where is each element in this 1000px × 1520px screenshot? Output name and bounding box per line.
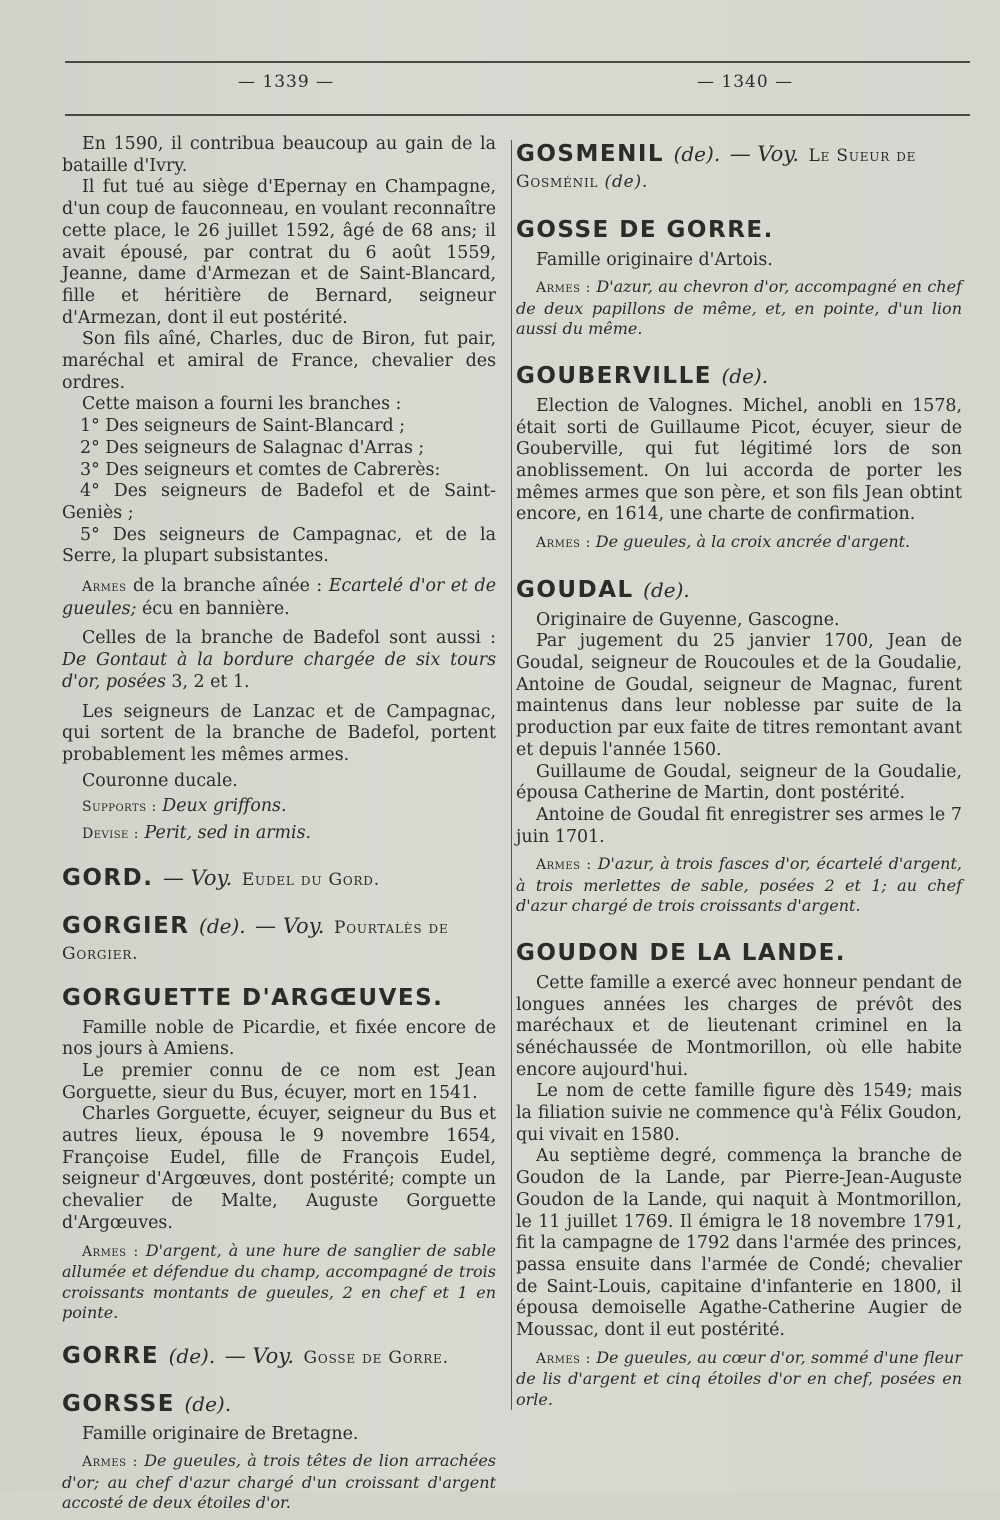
arms-prefix: de la branche aînée : <box>133 576 323 597</box>
arms-blazon: De gueules, au cœur d'or, sommé d'une fleur de lis d'argent et cinq étoiles d'or en chef, posées en orle. <box>516 1347 962 1409</box>
entry-heading-goudon <box>516 939 962 967</box>
entry-heading-gorguette <box>62 984 496 1012</box>
cross-reference-target: Le Sueur de <box>808 146 917 166</box>
branch-item: 3° Des seigneurs et comtes de Cabrerès: <box>80 459 441 480</box>
paragraph: Originaire de Guyenne, Gascogne. <box>536 609 840 630</box>
arms-blazon: Ecartelé d'or et de gueules; <box>62 576 496 619</box>
heading-title: GOSMENIL <box>516 141 665 167</box>
arms-label: Armes <box>82 579 127 596</box>
paragraph: Cette maison a fourni les branches : <box>82 394 402 415</box>
heading-title: GORGUETTE D'ARGŒUVES. <box>62 984 444 1011</box>
heading-particle: (de). <box>168 1343 216 1368</box>
arms-paragraph <box>62 1241 496 1324</box>
heading-particle: (de). <box>721 363 769 388</box>
supports-line <box>62 796 496 819</box>
paragraph: Il fut tué au siège d'Epernay en Champagne, d'un coup de fauconneau, en voulant reconnaître cette place, le 26 juillet 1592, âgé de 68 ans; il avait épousé, par contrat du 6 août 1559, Jeanne, dame d'Armezan et de Saint-Blancard, fille et héritière de Bernard, seigneur d'Armezan, dont il eut postérité. <box>62 177 496 328</box>
heading-title: GOUDAL <box>516 576 634 603</box>
paragraph: Election de Valognes. Michel, anobli en 1578, était sorti de Guillaume Picot, écuyer, sieur de Gouberville, qui fut légitimé lors de son anoblissement. On lui accorda de porter les mêmes armes que son père, et son fils Jean obtint encore, en 1614, une charte de confirmation. <box>516 395 962 525</box>
arms-suffix: écu en bannière. <box>142 598 290 619</box>
text: Gosménil <box>516 172 599 192</box>
arms-blazon: D'azur, à trois fasces d'or, écartelé d'argent, à trois merlettes de sable, posées 2 et 1; au chef d'azur chargé de trois croissants d'argent. <box>516 854 963 916</box>
arms-paragraph <box>516 854 962 917</box>
devise-label: Devise : <box>82 826 140 843</box>
heading-title: GORGIER <box>62 912 190 939</box>
arms-paragraph <box>62 576 496 620</box>
header-rule <box>65 114 970 116</box>
column-divider <box>511 140 512 1410</box>
heading-title: GOUDON DE LA LANDE. <box>516 939 847 966</box>
arms-label: Armes : <box>536 280 591 297</box>
paragraph: Cette famille a exercé avec honneur pendant de longues années les charges de prévôt des maréchaux et de lieutenant criminel en la sénéchaussée de Montmorillon, où elle habite encore aujourd'hui. <box>516 972 962 1080</box>
branch-item: 2° Des seigneurs de Salagnac d'Arras ; <box>80 437 425 458</box>
entry-heading-gorsse <box>62 1390 496 1418</box>
arms-blazon: De gueules, à la croix ancrée d'argent. <box>595 532 911 552</box>
cross-reference-target: Pourtalès de <box>333 917 449 938</box>
branch-item: 1° Des seigneurs de Saint-Blancard ; <box>80 416 406 437</box>
arms-label: Armes : <box>536 535 591 552</box>
heading-title: GOUBERVILLE <box>516 362 712 389</box>
arms-paragraph <box>516 277 962 340</box>
text: (de). <box>604 172 649 192</box>
paragraph: Les seigneurs de Lanzac et de Campagnac, qui sortent de la branche de Badefol, portent probablement les mêmes armes. <box>62 701 496 765</box>
paragraph <box>62 628 496 693</box>
paragraph: Au septième degré, commença la branche de Goudon de la Lande, par Pierre-Jean-Auguste Goudon de la Lande, qui naquit à Montmorillon, le 11 juillet 1769. Il émigra le 18 novembre 1791, fit la campagne de 1792 dans l'armée des princes, passa ensuite dans l'armée de Condé; chevalier de Saint-Louis, capitaine d'infanterie en 1800, il épousa demoiselle Agathe-Catherine Augier de Moussac, dont il eut postérité. <box>516 1146 962 1341</box>
paragraph: Guillaume de Goudal, seigneur de la Goudalie, épousa Catherine de Martin, dont postérité. <box>516 761 962 804</box>
devise-line <box>62 823 496 846</box>
paragraph: Le premier connu de ce nom est Jean Gorguette, sieur du Bus, écuyer, mort en 1541. <box>62 1060 496 1103</box>
paragraph: En 1590, il contribua beaucoup au gain de la bataille d'Ivry. <box>62 134 496 176</box>
cross-reference: — Voy. <box>255 913 325 938</box>
supports-label: Supports : <box>82 799 157 816</box>
paragraph: Couronne ducale. <box>82 770 238 791</box>
heading-particle: (de). <box>673 142 721 166</box>
paragraph: Famille originaire d'Artois. <box>536 249 773 270</box>
arms-paragraph <box>516 1348 962 1411</box>
text: Celles de la branche de Badefol sont aussi : <box>82 628 496 649</box>
paragraph: Son fils aîné, Charles, duc de Biron, fut pair, maréchal et amiral de France, chevalier des ordres. <box>62 329 496 393</box>
cross-reference-target: Eudel du Gord. <box>241 869 380 890</box>
entry-heading-gosmenil <box>516 140 962 170</box>
entry-heading-gord <box>62 864 496 894</box>
cross-reference: — Voy. <box>163 865 233 890</box>
heading-particle: (de). <box>184 1391 232 1416</box>
right-column <box>516 134 962 1416</box>
entry-heading-gorgier <box>62 912 496 942</box>
supports-text: Deux griffons. <box>162 796 287 817</box>
heading-particle: (de). <box>199 913 246 938</box>
arms-blazon: De Gontaut à la bordure chargée de six tours d'or, posées <box>62 650 496 692</box>
arms-paragraph <box>516 532 962 554</box>
entry-heading-gosse <box>516 216 962 244</box>
top-rule <box>65 61 970 63</box>
heading-title: GORD. <box>62 864 154 891</box>
paragraph: Antoine de Goudal fit enregistrer ses armes le 7 juin 1701. <box>516 804 962 847</box>
cross-reference-target: Gosse de Gorre. <box>303 1347 449 1368</box>
heading-particle: (de). <box>643 577 690 602</box>
arms-label: Armes : <box>82 1454 138 1471</box>
cross-reference-continuation: Gorgier. <box>62 943 139 964</box>
paragraph: Famille originaire de Bretagne. <box>82 1423 359 1444</box>
heading-title: GOSSE DE GORRE. <box>516 216 774 243</box>
page-number-left: — 1339 — <box>238 72 335 92</box>
text: 3, 2 et 1. <box>171 671 250 692</box>
paragraph: Par jugement du 25 janvier 1700, Jean de Goudal, seigneur de Roucoules et de la Goudalie, Antoine de Goudal, seigneur de Magnac, furent maintenus dans leur noblesse par suite de la production par eux faite de titres remontant avant et depuis l'année 1560. <box>516 631 962 760</box>
entry-heading-gorre <box>62 1342 496 1372</box>
paragraph: Charles Gorguette, écuyer, seigneur du Bus et autres lieux, épousa le 9 novembre 1654, Françoise Eudel, fille de François Eudel, seigneur d'Argœuves, dont postérité; compte un chevalier de Malte, Auguste Gorguette d'Argœuves. <box>62 1104 496 1233</box>
entry-heading-gouberville <box>516 362 962 390</box>
paragraph: Le nom de cette famille figure dès 1549; mais la filiation suivie ne commence qu'à Félix Goudon, qui vivait en 1580. <box>516 1081 962 1145</box>
arms-label: Armes : <box>536 857 592 874</box>
arms-label: Armes : <box>536 1350 591 1367</box>
cross-reference: — Voy. <box>729 142 800 166</box>
heading-title: GORSSE <box>62 1390 175 1417</box>
cross-reference-continuation <box>516 172 962 194</box>
arms-blazon: D'argent, à une hure de sanglier de sable allumée et défendue du champ, accompagné de trois croissants montants de gueules, 2 en chef et 1 en pointe. <box>62 1240 497 1323</box>
arms-paragraph <box>62 1451 496 1514</box>
heading-title: GORRE <box>62 1342 160 1369</box>
arms-blazon: D'azur, au chevron d'or, accompagné en chef de deux papillons de même, et, en pointe, d'un lion aussi du même. <box>516 277 962 339</box>
left-column <box>62 134 496 1520</box>
arms-label: Armes : <box>82 1243 139 1260</box>
page-number-right: — 1340 — <box>697 72 794 92</box>
cross-reference: — Voy. <box>224 1343 295 1368</box>
devise-text: Perit, sed in armis. <box>144 823 312 844</box>
arms-blazon: De gueules, à trois têtes de lion arrachées d'or; au chef d'azur chargé d'un croissant d'argent accosté de deux étoiles d'or. <box>62 1451 496 1513</box>
branch-item: 5° Des seigneurs de Campagnac, et de la Serre, la plupart subsistantes. <box>62 524 496 567</box>
paragraph: Famille noble de Picardie, et fixée encore de nos jours à Amiens. <box>62 1017 496 1060</box>
branch-item: 4° Des seigneurs de Badefol et de Saint-Geniès ; <box>62 481 496 523</box>
entry-heading-goudal <box>516 576 962 604</box>
